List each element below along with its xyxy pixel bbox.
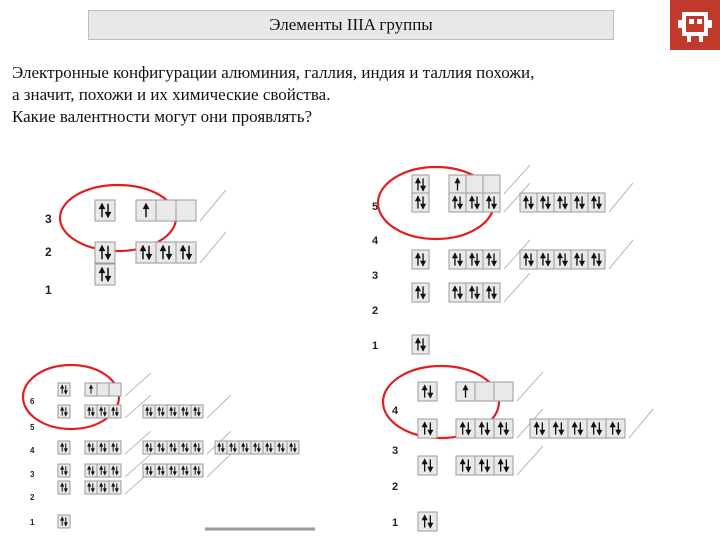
p-orbital-cell — [475, 456, 494, 475]
shell-number-label: 3 — [45, 212, 52, 226]
p-orbital-cell — [85, 481, 97, 494]
s-orbital-cell — [95, 200, 115, 221]
shell-number-label: 3 — [30, 470, 35, 479]
d-orbital-cell — [587, 419, 606, 438]
p-orbital-cell — [109, 464, 121, 477]
d-orbital-cell — [143, 441, 155, 454]
d-orbital-cell — [143, 405, 155, 418]
p-orbital-cell — [475, 419, 494, 438]
d-orbital-cell — [588, 250, 605, 269]
p-orbital-cell — [97, 405, 109, 418]
f-orbital-cell — [215, 441, 227, 454]
diagonal-line — [609, 240, 633, 269]
d-orbital-cell — [530, 419, 549, 438]
p-orbital-cell — [483, 283, 500, 302]
intro-line-2: а значит, похожи и их химические свойства. — [12, 85, 331, 104]
shell-number-label: 2 — [45, 245, 52, 259]
p-orbital-cell — [109, 441, 121, 454]
s-orbital-cell — [58, 515, 70, 528]
d-orbital-cell — [179, 464, 191, 477]
s-orbital-cell — [95, 242, 115, 263]
p-orbital-cell — [494, 456, 513, 475]
d-orbital-cell — [520, 250, 537, 269]
diagonal-line — [517, 372, 543, 401]
p-orbital-cell — [456, 419, 475, 438]
diagonal-line — [504, 165, 530, 194]
p-orbital-cell — [176, 200, 196, 221]
d-orbital-cell — [568, 419, 587, 438]
p-orbital-cell — [109, 405, 121, 418]
d-orbital-cell — [588, 193, 605, 212]
diagonal-line — [207, 454, 231, 477]
p-orbital-cell — [85, 383, 97, 396]
p-orbital-cell — [466, 193, 483, 212]
d-orbital-cell — [537, 193, 554, 212]
intro-line-3: Какие валентности могут они проявлять? — [12, 107, 312, 126]
d-orbital-cell — [167, 464, 179, 477]
shell-number-label: 2 — [392, 481, 399, 493]
shell-number-label: 5 — [372, 201, 379, 213]
diagonal-line — [200, 190, 226, 221]
d-orbital-cell — [191, 441, 203, 454]
p-orbital-cell — [449, 283, 466, 302]
s-orbital-cell — [412, 193, 429, 212]
d-orbital-cell — [167, 405, 179, 418]
d-orbital-cell — [191, 405, 203, 418]
shell-number-label: 3 — [372, 270, 379, 282]
f-orbital-cell — [251, 441, 263, 454]
s-orbital-cell — [412, 250, 429, 269]
s-orbital-cell — [58, 405, 70, 418]
d-orbital-cell — [191, 464, 203, 477]
p-orbital-cell — [475, 382, 494, 401]
shell-number-label: 1 — [45, 283, 52, 297]
diagonal-line — [517, 446, 543, 475]
p-orbital-cell — [483, 250, 500, 269]
d-orbital-cell — [549, 419, 568, 438]
shell-number-label: 4 — [392, 405, 399, 417]
shell-number-label: 6 — [30, 397, 35, 406]
d-orbital-cell — [520, 193, 537, 212]
d-orbital-cell — [155, 405, 167, 418]
s-orbital-cell — [58, 481, 70, 494]
s-orbital-cell — [418, 512, 437, 531]
shell-number-label: 5 — [30, 423, 35, 432]
f-orbital-cell — [287, 441, 299, 454]
p-orbital-cell — [85, 464, 97, 477]
s-orbital-cell — [412, 175, 429, 194]
p-orbital-cell — [109, 481, 121, 494]
p-orbital-cell — [97, 464, 109, 477]
diagonal-line — [125, 373, 151, 396]
p-orbital-cell — [483, 193, 500, 212]
diagonal-line — [200, 232, 226, 263]
p-orbital-cell — [97, 481, 109, 494]
f-orbital-cell — [239, 441, 251, 454]
p-orbital-cell — [97, 383, 109, 396]
p-orbital-cell — [85, 441, 97, 454]
p-orbital-cell — [109, 383, 121, 396]
s-orbital-cell — [412, 335, 429, 354]
p-orbital-cell — [494, 382, 513, 401]
shell-number-label: 4 — [372, 235, 379, 247]
p-orbital-cell — [97, 441, 109, 454]
d-orbital-cell — [537, 250, 554, 269]
s-orbital-cell — [418, 382, 437, 401]
s-orbital-cell — [58, 441, 70, 454]
p-orbital-cell — [136, 200, 156, 221]
shell-number-label: 4 — [30, 446, 35, 455]
p-orbital-cell — [85, 405, 97, 418]
intro-line-1: Электронные конфигурации алюминия, галлия, индия и таллия похожи, — [12, 63, 535, 82]
d-orbital-cell — [554, 250, 571, 269]
s-orbital-cell — [58, 464, 70, 477]
d-orbital-cell — [155, 464, 167, 477]
s-orbital-cell — [58, 383, 70, 396]
p-orbital-cell — [456, 456, 475, 475]
d-orbital-cell — [179, 441, 191, 454]
p-orbital-cell — [156, 242, 176, 263]
slide-title: Элементы IIIA группы — [269, 15, 433, 34]
p-orbital-cell — [449, 175, 466, 194]
s-orbital-cell — [412, 283, 429, 302]
d-orbital-cell — [606, 419, 625, 438]
shell-number-label: 2 — [30, 493, 35, 502]
d-orbital-cell — [167, 441, 179, 454]
d-orbital-cell — [554, 193, 571, 212]
p-orbital-cell — [456, 382, 475, 401]
shell-number-label: 1 — [30, 518, 35, 527]
f-orbital-cell — [275, 441, 287, 454]
s-orbital-cell — [95, 264, 115, 285]
p-orbital-cell — [466, 283, 483, 302]
shell-number-label: 1 — [372, 340, 379, 352]
diagonal-line — [609, 183, 633, 212]
shell-number-label: 1 — [392, 517, 399, 529]
d-orbital-cell — [143, 464, 155, 477]
p-orbital-cell — [136, 242, 156, 263]
s-orbital-cell — [418, 456, 437, 475]
diagonal-line — [504, 273, 530, 302]
p-orbital-cell — [494, 419, 513, 438]
p-orbital-cell — [449, 250, 466, 269]
shell-number-label: 3 — [392, 445, 399, 457]
shell-number-label: 2 — [372, 305, 379, 317]
valence-highlight-circle — [23, 365, 119, 429]
s-orbital-cell — [418, 419, 437, 438]
f-orbital-cell — [227, 441, 239, 454]
p-orbital-cell — [466, 175, 483, 194]
p-orbital-cell — [466, 250, 483, 269]
f-orbital-cell — [263, 441, 275, 454]
diagonal-line — [207, 395, 231, 418]
d-orbital-cell — [179, 405, 191, 418]
d-orbital-cell — [571, 193, 588, 212]
d-orbital-cell — [155, 441, 167, 454]
d-orbital-cell — [571, 250, 588, 269]
p-orbital-cell — [483, 175, 500, 194]
p-orbital-cell — [156, 200, 176, 221]
diagonal-line — [629, 409, 653, 438]
p-orbital-cell — [449, 193, 466, 212]
p-orbital-cell — [176, 242, 196, 263]
